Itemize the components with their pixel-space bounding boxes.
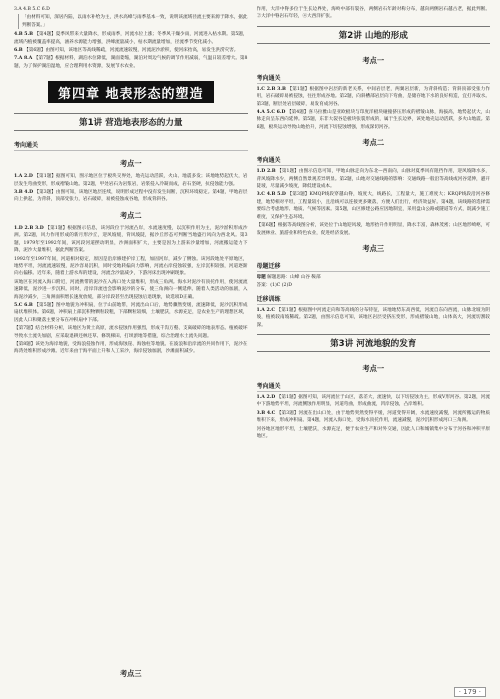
- answer-text: 【第1题】根据图中河流走向和等高线的分布特征，该地地势东高西低，河流自东向西流，山脉北坡为阴坡，植被较南坡稀疏。第2题，由图示信息可知，该地区岩层受挤压变形，形成褶皱山地，山体高大，河流切割较深。: [256, 307, 490, 328]
- answer-text: 答案：(1)C (2)D: [256, 283, 292, 289]
- answer-paragraph: [257, 307, 491, 329]
- answer-key: 4.A 5.C 6.D: [256, 110, 286, 116]
- answer-key: 母题: [256, 274, 266, 280]
- answer-text: 作用，大洋中脊多位于生长边界处，海岭中部有裂谷，两侧岩石年龄对称分布，越向两侧岩石越古老，据此判断。②大洋中脊岩石年轻，④大西洋扩张。: [256, 7, 490, 20]
- point-one-answers: [257, 86, 491, 132]
- answer-key: 1.C 2.B 3.B: [256, 86, 286, 92]
- answer-paragraph: [14, 55, 248, 70]
- answer-paragraph: [257, 274, 491, 281]
- left-top-answers: [14, 6, 248, 71]
- answer-paragraph: [257, 426, 491, 441]
- answer-text: 【第1题】由图示信息可知，甲地山脉走向为东北—西南向，山脉对夏季风有阻挡作用，迎风坡降水多，背风坡降水少，两侧自然景观差异明显。第2题，山地对交通线路的影响：交通线路一般沿等高线或河谷延伸，避开陡坡，尽量减少坡度，降低建设成本。: [256, 169, 490, 190]
- answer-text: 【第5题】图中地貌为冲积扇，位于山前地带，河流出山口后，地势骤然变缓，流速降低，泥沙沉积形成扇状堆积体。第6题，冲积扇上部沉积物颗粒较粗，下部颗粒较细，土壤肥沃，水源充足，是农业生产的理想区域，因此人口和聚落主要分布在冲积扇中下部。: [14, 302, 248, 323]
- chapter-heading: [14, 81, 248, 103]
- answer-text: 该地区在河流入海口附近，河流携带的泥沙在入海口处大量堆积，形成三角洲。海水对泥沙有顶托作用，使河流流速降低，泥沙进一步沉积。同时，沿岸洋流也会影响泥沙的分布，使三角洲向一侧延伸。随着人类活动的加剧，入海泥沙减少，三角洲面积增长速度放缓，部分岸段甚至出现侵蚀后退现象，故选项D正确。: [14, 279, 248, 300]
- point-heading: 考点二: [119, 210, 142, 220]
- lecture-title: 第1讲 营造地表形态的力量: [14, 113, 248, 131]
- answer-paragraph: [14, 173, 248, 188]
- answer-key: 1.A 2.C: [256, 307, 275, 313]
- lecture-three-answers: [257, 394, 491, 441]
- answer-text: 【第1题】据图可知，该河流位于山区，落差大，流速快，以下切侵蚀为主，形成V形河谷。第2题，河流中下游地势平坦，河流侧蚀作用明显，河道弯曲，形成曲流，凹岸侵蚀，凸岸堆积。: [256, 394, 490, 408]
- answer-text: 【第6题】根据等高线图分析，该处位于山地迎风坡，地形抬升作用明显，降水丰富，森林茂密；山区地形崎岖，可发展林业、旅游业和特色农业，促进经济发展。: [256, 223, 490, 236]
- answer-paragraph: [14, 225, 248, 255]
- answer-key: 7.A 8.A: [14, 56, 33, 62]
- answer-key: 3.B 4.C: [256, 410, 276, 416]
- section-kaoxiang: 考向通关: [257, 73, 491, 84]
- answer-paragraph: [18, 14, 248, 29]
- answer-key: 4.B 5.B: [14, 32, 33, 38]
- answer-paragraph: [257, 86, 491, 108]
- lecture-title: 第2讲 山地的形成: [257, 26, 491, 44]
- right-top-answers: [257, 6, 491, 22]
- page-number: · 179 ·: [454, 687, 486, 697]
- point-two-answers: [257, 168, 491, 238]
- section-qianyi: 迁移训练: [257, 294, 491, 305]
- point-heading: 考点三: [362, 243, 385, 253]
- answer-paragraph: [14, 279, 248, 301]
- answer-paragraph: [14, 189, 248, 204]
- right-column: [257, 6, 491, 683]
- answer-paragraph: [257, 109, 491, 131]
- answer-text: 【第7题】结合材料分析，该地区为黄土高原，流水侵蚀作用强烈，形成千沟万壑、支离破碎的地表形态。植被破坏导致水土流失加剧，应采取退耕还林还草、修筑梯田、打坝淤地等措施，综合治理水土流失问题。: [14, 326, 248, 339]
- answer-text: 【第1题】据图可知，图示地区位于板块交界处，地壳运动活跃，火山、地震多发；该地地势起伏大，岩层发生弯曲变形，形成褶皱山地。第2题，甲处岩石为岩浆岩，岩浆侵入冷凝而成，岩石坚硬，抗侵蚀能力强。: [14, 174, 248, 187]
- lecture-title: 第3讲 河流地貌的发育: [257, 334, 491, 352]
- point-heading: 考点一: [119, 159, 142, 169]
- answer-key: 1.A 2.D: [14, 174, 33, 180]
- point-two-answers: [14, 225, 248, 357]
- answer-text: 【第4题】喜马拉雅山是亚欧板块与印度洋板块碰撞挤压形成的褶皱山脉，海拔高，地势起伏大，山脉走向呈东西向延伸。第5题，东非大裂谷是板块张裂形成的，属于生长边界，该处地壳运动活跃，多火山地震。第6题，板块运动导致山地抬升，河流下切侵蚀增强，形成深切河谷。: [256, 110, 490, 130]
- answer-paragraph: [257, 222, 491, 237]
- point-heading: 考点三: [119, 669, 142, 678]
- answer-paragraph: [14, 6, 248, 13]
- answer-paragraph: [257, 394, 491, 409]
- answer-text: 【第8题】该处为海岸地貌，受海浪侵蚀作用，形成海蚀崖、海蚀柱等地貌。在波浪和沿岸流的共同作用下，泥沙在海湾处堆积形成沙滩。近年来由于海平面上升和人工采沙，海岸侵蚀加剧，沙滩面积减少。: [14, 341, 248, 355]
- answer-text: 3.A 4.B 5.C 6.D: [14, 7, 50, 12]
- two-column-layout: [14, 6, 490, 683]
- answer-key: 1.D 2.B: [256, 169, 276, 175]
- point-one-answers: [14, 173, 248, 205]
- point-heading: 考点一: [362, 363, 385, 373]
- answer-paragraph: [257, 191, 491, 221]
- section-kaoxiang: 考向通关: [257, 381, 491, 392]
- answer-text: 【第7题】根据材料，湖泊水位降低，湖面萎缩，湖泊对周边气候的调节作用减弱，气温日较差增大。第8题，为了保护湖泊湿地，应合理利用水资源，发展节水农业。: [14, 56, 248, 69]
- answer-key: 3.C 4.B 5.D: [256, 192, 286, 198]
- answer-text: 解题思路：山峰 山谷 鞍部: [267, 274, 321, 280]
- chapter-title: 第四章 地表形态的塑造: [48, 81, 214, 103]
- point-heading: 考点一: [362, 55, 385, 65]
- section-kaoxiang: 考向通关: [257, 155, 491, 166]
- answer-paragraph: [14, 31, 248, 46]
- answer-key: 3.B 4.D: [14, 190, 34, 196]
- answer-text: 【第6题】由图可知，该地区等高线稀疏，河流流速较慢，河流泥沙淤积，使河床抬高，易发生洪涝灾害。: [24, 48, 239, 54]
- answer-key: 5.C 6.B: [14, 302, 33, 308]
- point-heading: 考点二: [362, 138, 385, 148]
- answer-paragraph: [257, 410, 491, 425]
- answer-text: 【第1题】根据图示信息，该河段位于河流凸岸，水流速度慢，以沉积作用为主，泥沙淤积形成沙洲。第2题，风力作用形成的新月形沙丘，迎风坡缓，背风坡陡，据沙丘形态可判断当地盛行风向为西北风。第3题，1979年至1992年间，该河段河道摆动明显，沙洲面积扩大，主要是因为上游来沙量增加，河流搬运能力下降，泥沙大量堆积，据此判断答案。: [14, 225, 248, 254]
- answer-paragraph: [257, 282, 491, 289]
- answer-text: 1992年至1997年间，河道相对稳定，原因是沿岸修建护岸工程，加固河岸，减少了侧蚀。该河段地处平原地区，地势平坦，河流流速较慢，泥沙容易沉积，同时受地转偏向力影响，河流右岸侵蚀较强，左岸沉积较强，河道逐渐向右偏移。近年来，随着上游水库的建设，河流含沙量减少，下游河床出现冲刷现象。: [14, 256, 248, 277]
- answer-text: 「由材料可知，深居内陆，以雨水补给为主，洪水高峰与雨季基本一致，说明该流域径流主要来源于降水，据此判断答案。」: [22, 15, 248, 28]
- left-column: [14, 6, 248, 683]
- section-kaoxiang: 考向通关: [14, 140, 248, 151]
- answer-paragraph: [14, 325, 248, 340]
- section-muti: 母题迁移: [257, 261, 491, 272]
- answer-paragraph: [257, 6, 491, 21]
- answer-text: 【第3题】KMQP线段穿越山脊，坡度大，线路长，工程量大，施工难度大；KRQP线段沿河谷修建，地势相对平坦，工程量较小，且沿线可以连接更多聚落，方便人们出行，经济效益好。第4题，该线路的选择需要综合考虑地形、地质、气候等因素。第5题，山区修建公路应因地制宜，采用盘山公路或隧道等方式，既减少施工难度，又保护生态环境。: [256, 192, 490, 220]
- answer-key: 1.A 2.D: [256, 394, 276, 400]
- answer-text: 【第4题】夏季风带来大量降水，形成雨季，河流水位上涨；冬季风干燥少雨，河流进入枯水期。第5题，流域内植被覆盖率提高，涵养水源能力增强，洪峰流量减小，枯水期流量增加，径流季节变化减小。: [14, 32, 248, 45]
- answer-text: 河谷地区地形平坦，土壤肥沃，水源充足，便于农业生产和对外交通，因此人口和城镇集中分布于河谷和冲积平原地区。: [256, 426, 490, 439]
- answer-paragraph: [14, 47, 248, 54]
- answer-key: 1.D 2.B 3.D: [14, 225, 44, 231]
- answer-text: 【第1题】根据图中岩层的新老关系，中间岩层老，两翼岩层新，为背斜构造；背斜顶部受张力作用，岩石破碎易被侵蚀，往往形成谷地。第2题，向斜槽部岩层向下弯曲，是储存地下水的良好构造，宜打井取水。第3题，断层处岩层破碎，易发育成河谷。: [256, 86, 490, 107]
- answer-key: 6.B: [14, 48, 23, 54]
- answer-text: 【第3题】河流在出山口处，由于地势突然变得平缓，河道变得开阔，水流速度减慢，河流所搬运的物质堆积下来，形成冲积扇。第4题，河流入海口处，受海水顶托作用，流速减慢，泥沙沉积形成河口三角洲。: [256, 410, 490, 424]
- answer-paragraph: [14, 302, 248, 324]
- qianyi-answers: [257, 307, 491, 330]
- answer-text: 【第3题】由图可知，该地区地层连续，说明形成过程中没有发生间断，沉积环境稳定。第4题，甲地岩层向上拱起，为背斜，顶部受张力，岩石破碎，易被侵蚀成谷地，形成背斜谷。: [14, 190, 248, 203]
- answer-paragraph: [257, 168, 491, 190]
- answer-paragraph: [14, 256, 248, 278]
- answer-paragraph: [14, 341, 248, 356]
- muti-answers: [257, 274, 491, 291]
